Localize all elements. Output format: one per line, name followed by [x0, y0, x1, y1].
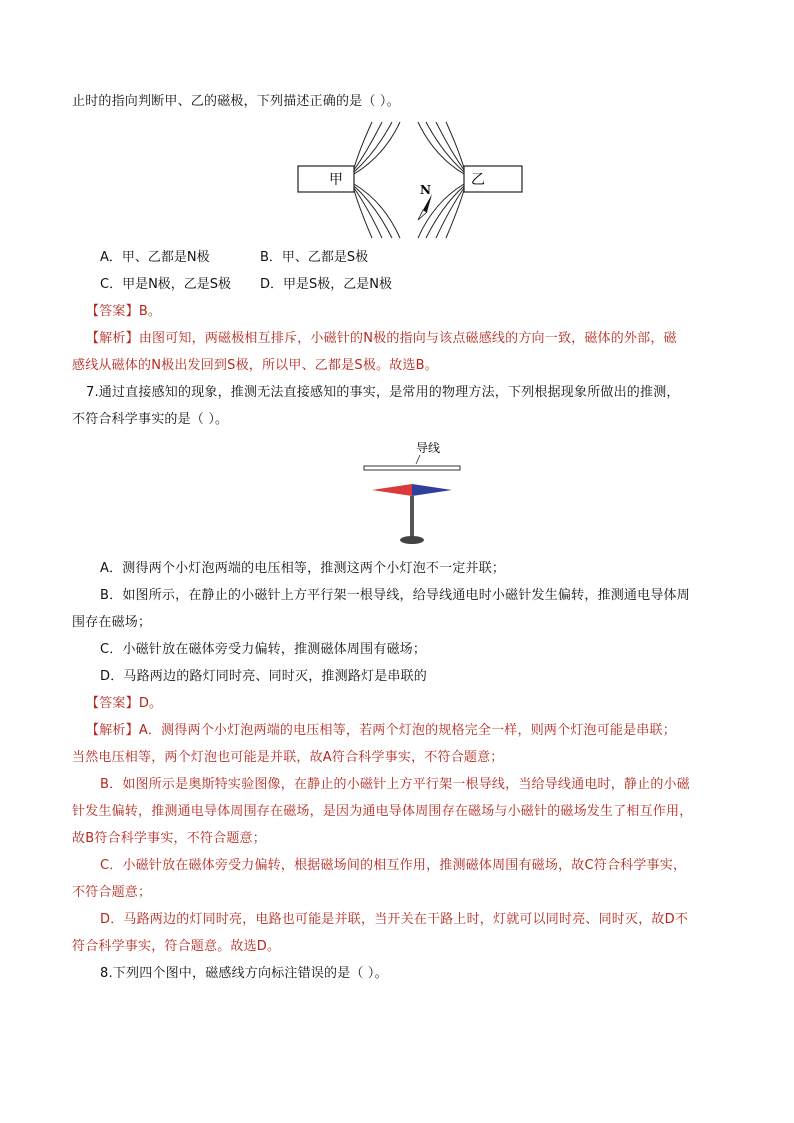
q6-stem-tail: 止时的指向判断甲、乙的磁极，下列描述正确的是（ ）。	[72, 94, 400, 109]
q7-option-b-line-2: 围存在磁场；	[72, 615, 152, 630]
analysis-tag: 【解析】	[86, 723, 139, 738]
q7-analysis-line-4: 针发生偏转，推测通电导体周围存在磁场，是因为通电导体周围存在磁场与小磁针的磁场发生了相互作用，	[72, 804, 693, 819]
wire-label: 导线	[415, 441, 441, 455]
q7-analysis-line-2: 当然电压相等，两个灯泡也可能是并联，故A符合科学事实，不符合题意；	[72, 750, 504, 765]
q7-option-c: C．小磁针放在磁体旁受力偏转，推测磁体周围有磁场；	[100, 642, 427, 657]
q6-analysis-line-1	[86, 330, 724, 348]
q7-option-b-line-1: B．如图所示，在静止的小磁针上方平行架一根导线，给导线通电时小磁针发生偏转，推测通电导体周	[100, 588, 690, 603]
compass-needle-icon	[372, 484, 452, 496]
magnet-repel-figure	[296, 120, 524, 240]
answer-tag: 【答案】	[86, 696, 139, 711]
q7-option-a: A．测得两个小灯泡两端的电压相等，推测这两个小灯泡不一定并联；	[100, 561, 506, 576]
q7-analysis-line-1	[86, 722, 724, 740]
needle-n-label: N	[420, 183, 431, 197]
q7-analysis-line-6: C．小磁针放在磁体旁受力偏转，根据磁场间的相互作用，推测磁体周围有磁场，故C符合科学事实，	[100, 858, 687, 873]
needle-stand	[410, 496, 414, 538]
magnet-yi-label: 乙	[471, 172, 485, 188]
q6-option-c: C．甲是N极，乙是S极	[100, 277, 232, 292]
q6-option-d: D．甲是S极，乙是N极	[260, 277, 392, 292]
q7-analysis-line-9: 符合科学事实，符合题意。故选D。	[72, 939, 281, 954]
answer-value: B。	[138, 304, 162, 319]
magnet-jia-label: 甲	[329, 172, 343, 188]
q6-answer	[86, 303, 738, 321]
q7-analysis-line-3: B．如图所示是奥斯特实验图像，在静止的小磁针上方平行架一根导线，当给导线通电时，静止的小磁	[100, 777, 690, 792]
stand-base	[400, 536, 424, 544]
oersted-figure	[362, 438, 462, 548]
analysis-text: 由图可知，两磁极相互排斥，小磁针的N极的指向与该点磁感线的方向一致，磁体的外部，磁	[138, 331, 677, 346]
q7-option-d: D．马路两边的路灯同时亮、同时灭，推测路灯是串联的	[100, 669, 428, 684]
q7-analysis-line-7: 不符合题意；	[72, 885, 152, 900]
analysis-text: A．测得两个小灯泡两端的电压相等，若两个灯泡的规格完全一样，则两个灯泡可能是串联；	[138, 723, 676, 738]
q8-stem: 8.下列四个图中，磁感线方向标注错误的是（ ）。	[100, 966, 388, 981]
analysis-tag: 【解析】	[86, 331, 139, 346]
answer-value: D。	[138, 696, 163, 711]
q7-analysis-line-8: D．马路两边的灯同时亮，电路也可能是并联，当开关在干路上时，灯就可以同时亮、同时灭，故D不	[100, 912, 689, 927]
q6-option-b: B．甲、乙都是S极	[260, 250, 369, 265]
q7-stem-line-1: 7.通过直接感知的现象，推测无法直接感知的事实，是常用的物理方法，下列根据现象所做出的推测，	[86, 385, 680, 400]
q7-answer	[86, 695, 738, 713]
wire	[364, 466, 460, 470]
q7-stem-line-2: 不符合科学事实的是（ ）。	[72, 412, 229, 427]
q7-analysis-line-5: 故B符合科学事实，不符合题意；	[72, 831, 266, 846]
q6-analysis-line-2: 感线从磁体的N极出发回到S极，所以甲、乙都是S极。故选B。	[72, 358, 438, 373]
magnet-jia	[298, 166, 354, 192]
answer-tag: 【答案】	[86, 304, 139, 319]
q6-option-a: A．甲、乙都是N极	[100, 250, 210, 265]
